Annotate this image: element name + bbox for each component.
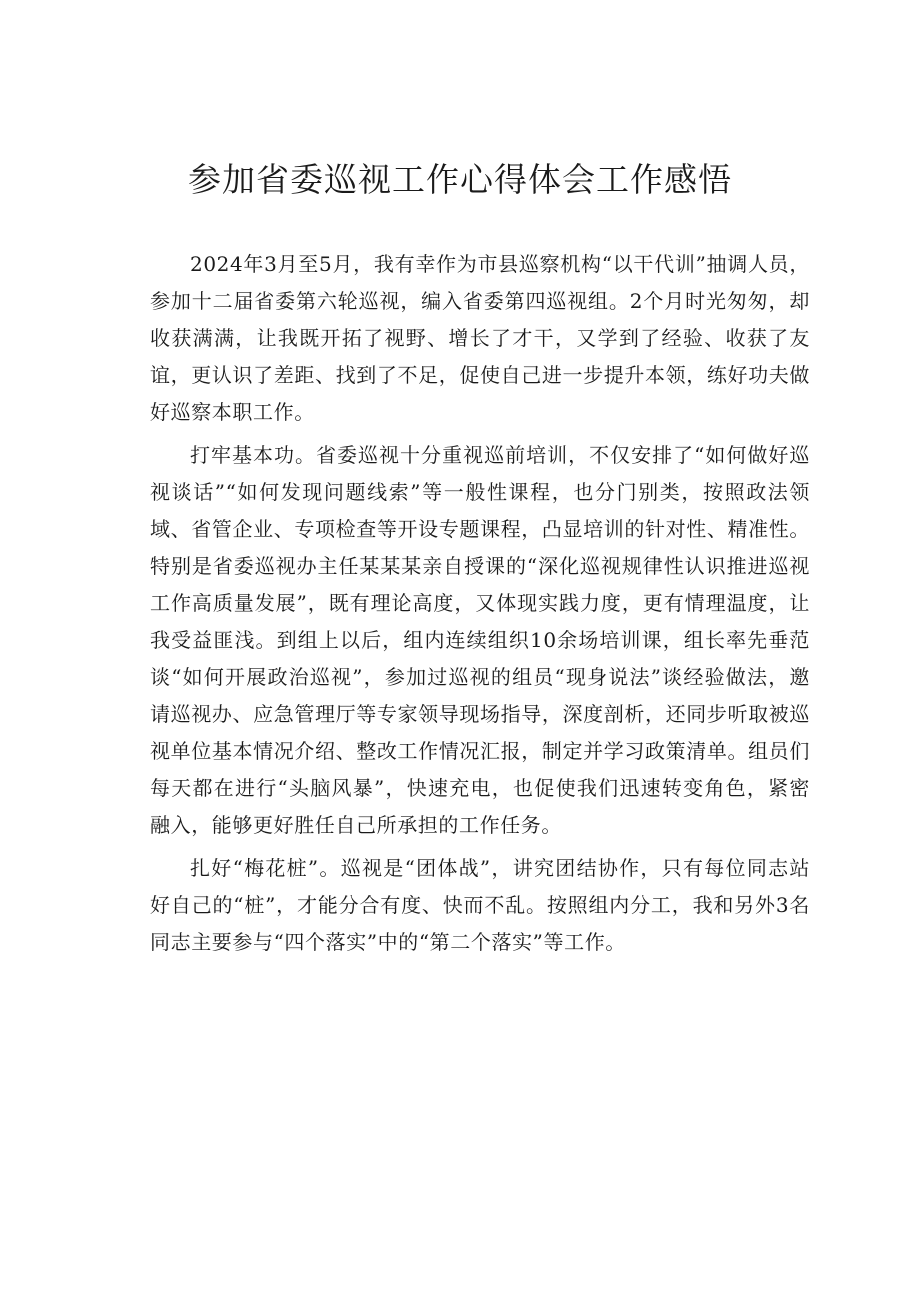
document-title: 参加省委巡视工作心得体会工作感悟 xyxy=(188,160,732,199)
document-body xyxy=(150,246,810,967)
paragraph-basic-skills: 打牢基本功。省委巡视十分重视巡前培训，不仅安排了“如何做好巡视谈话”“如何发现问题线索”等一般性课程，也分门别类，按照政法领域、省管企业、专项检查等开设专题课程，凸显培训的针对性、精准性。特别是省委巡视办主任某某某亲自授课的“深化巡视规律性认识推进巡视工作高质量发展”，既有理论高度，又体现实践力度，更有情理温度，让我受益匪浅。到组上以后，组内连续组织10余场培训课，组长率先垂范谈“如何开展政治巡视”，参加过巡视的组员“现身说法”谈经验做法，邀请巡视办、应急管理厅等专家领导现场指导，深度剖析，还同步听取被巡视单位基本情况介绍、整改工作情况汇报，制定并学习政策清单。组员们每天都在进行“头脑风暴”，快速充电，也促使我们迅速转变角色，紧密融入，能够更好胜任自己所承担的工作任务。 xyxy=(150,443,810,837)
paragraph-intro: 2024年3月至5月，我有幸作为市县巡察机构“以干代训”抽调人员，参加十二届省委第六轮巡视，编入省委第四巡视组。2个月时光匆匆，却收获满满，让我既开拓了视野、增长了才干，又学到了经验、收获了友谊，更认识了差距、找到了不足，促使自己进一步提升本领，练好功夫做好巡察本职工作。 xyxy=(150,252,810,424)
paragraph-plum-pile: 扎好“梅花桩”。巡视是“团体战”，讲究团结协作，只有每位同志站好自己的“桩”，才能分合有度、快而不乱。按照组内分工，我和另外3名同志主要参与“四个落实”中的“第二个落实”等工作。 xyxy=(150,856,810,954)
